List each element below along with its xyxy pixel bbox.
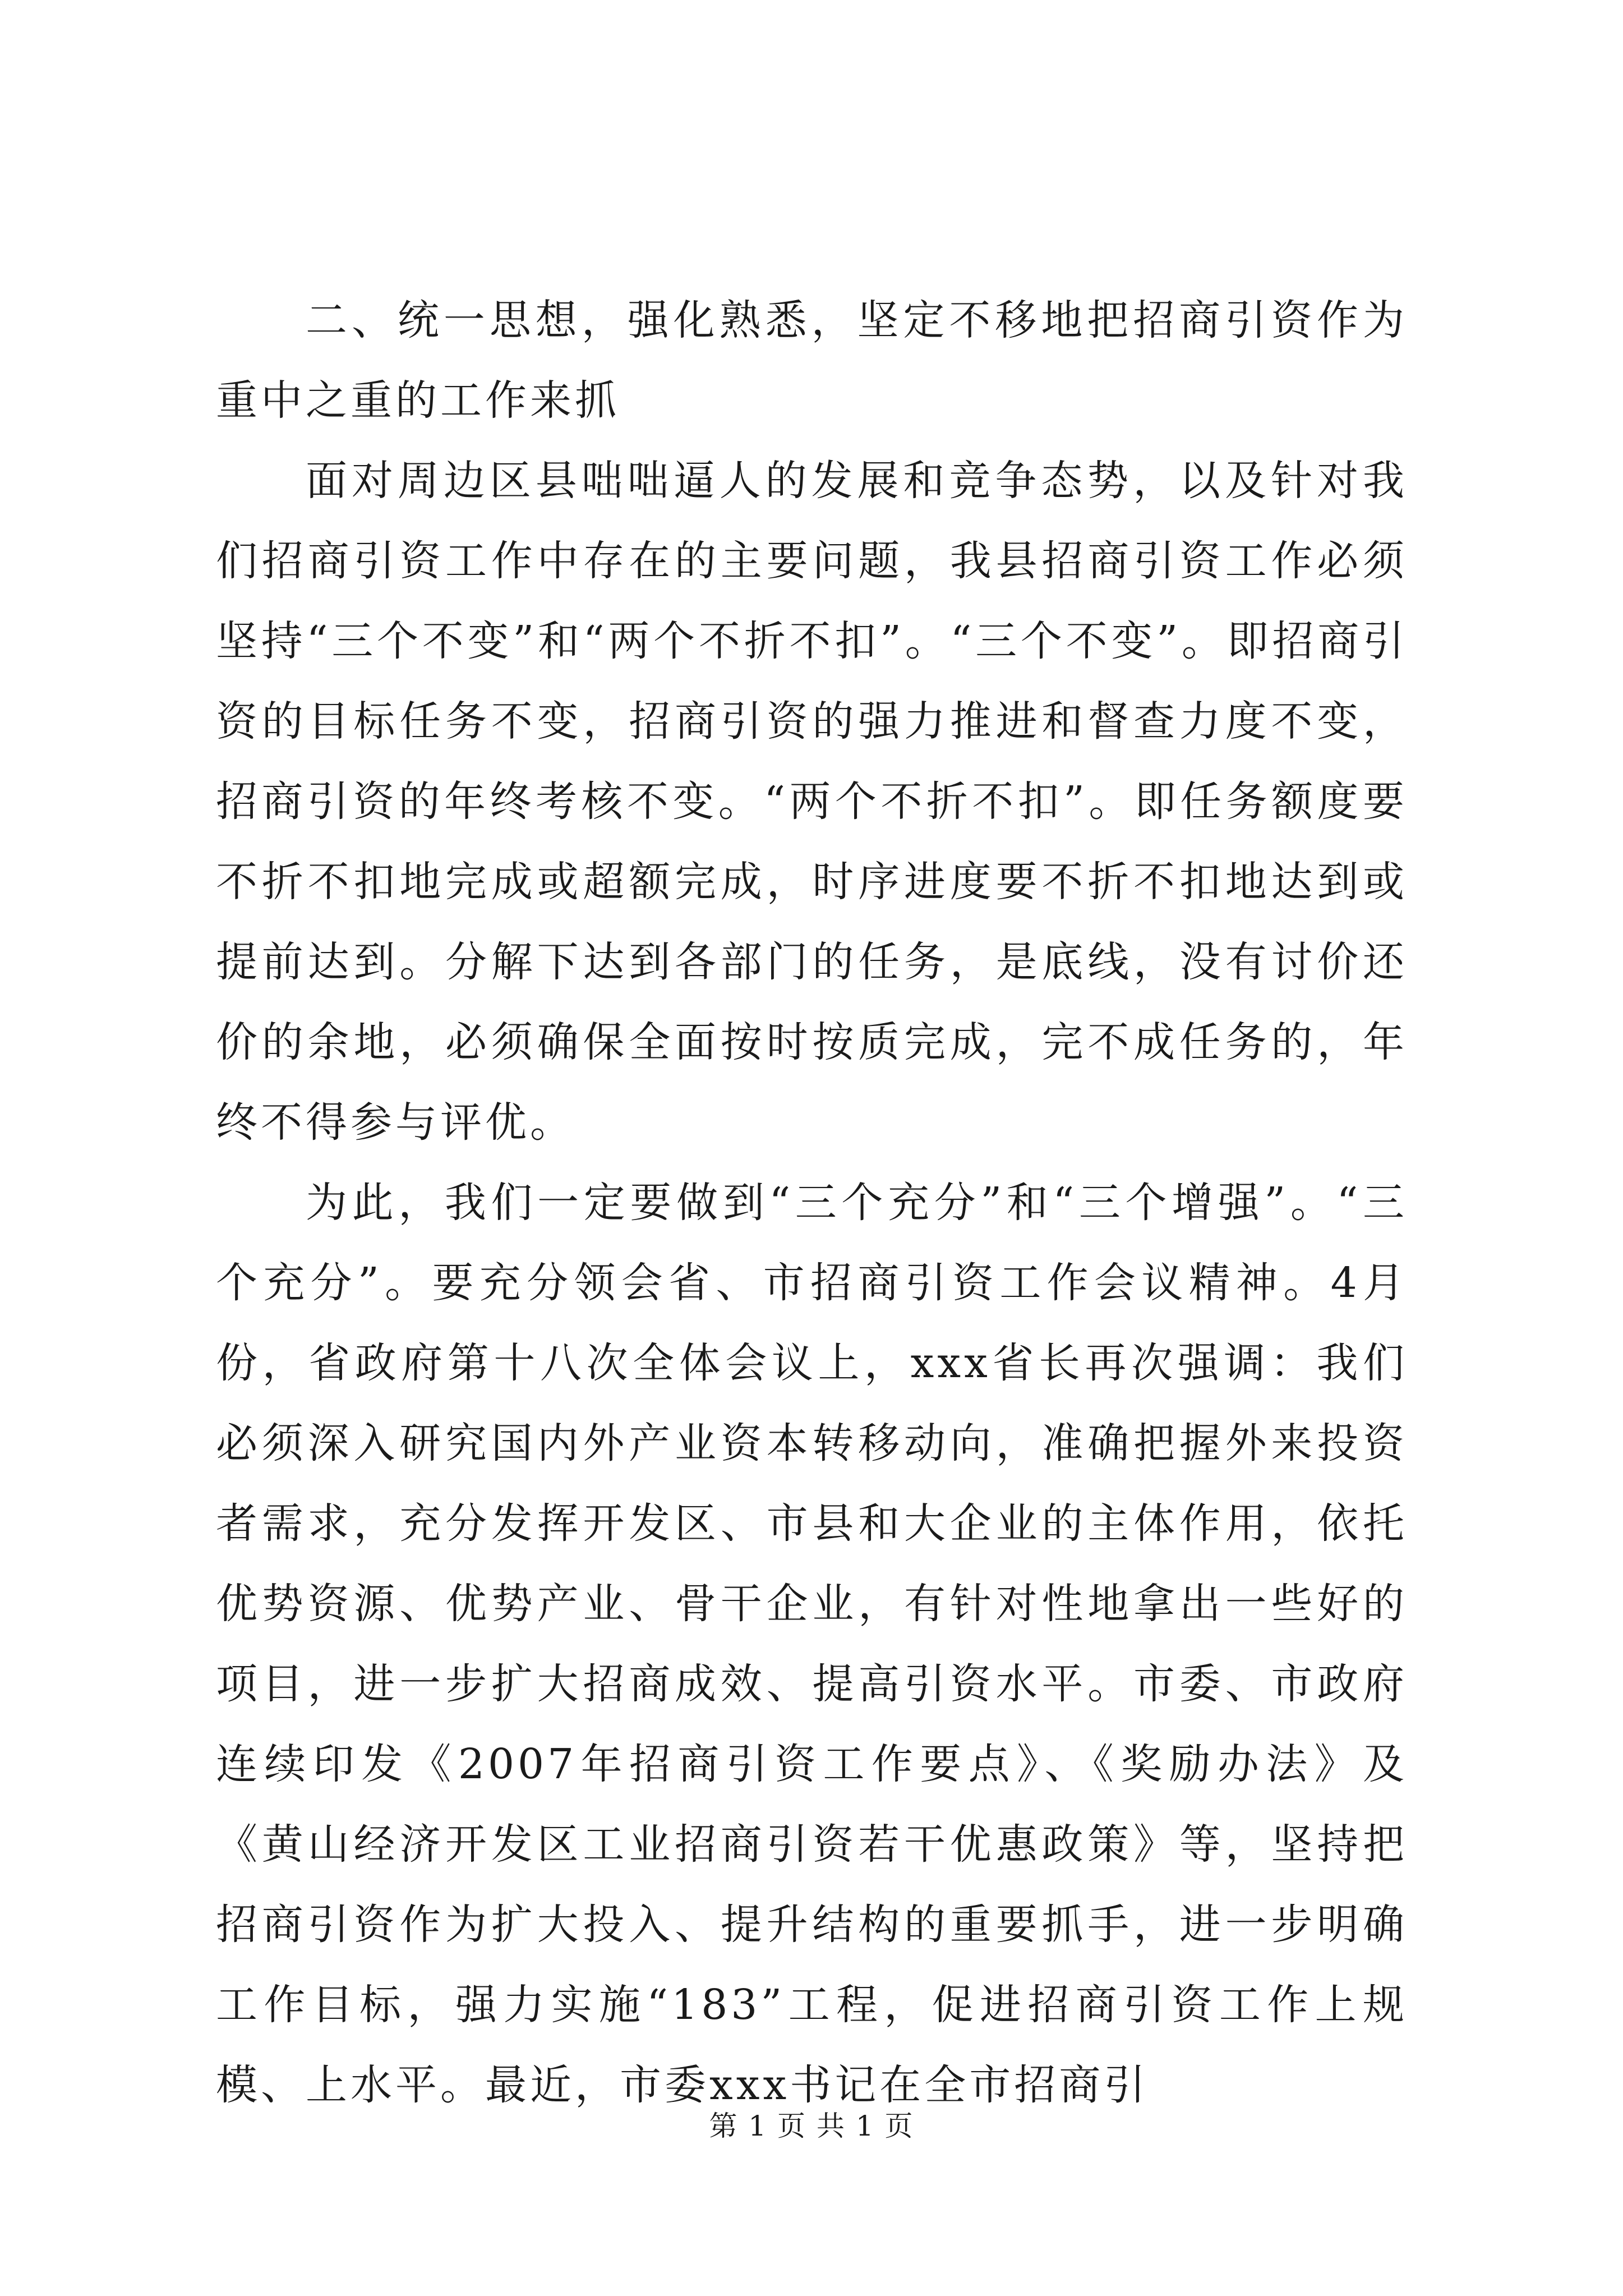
page-footer: 第 1 页 共 1 页 (709, 2110, 914, 2142)
section-heading-paragraph: 二、统一思想，强化熟悉，坚定不移地把招商引资作为重中之重的工作来抓 (216, 296, 1408, 425)
document-body (216, 280, 1408, 2125)
body-paragraph-requirements: 面对周边区县咄咄逼人的发展和竞争态势，以及针对我们招商引资工作中存在的主要问题，我县招商引资工作必须坚持“三个不变”和“两个不折不扣”。“三个不变”。即招商引资的目标任务不变，招商引资的强力推进和督查力度不变，招商引资的年终考核不变。“两个不折不扣”。即任务额度要不折不扣地完成或超额完成，时序进度要不折不扣地达到或提前达到。分解下达到各部门的任务，是底线，没有讨价还价的余地，必须确保全面按时按质完成，完不成任务的，年终不得参与评优。 (216, 457, 1408, 1147)
body-paragraph-three-full: 为此，我们一定要做到“三个充分”和“三个增强”。“三个充分”。要充分领会省、市招商引资工作会议精神。4月份，省政府第十八次全体会议上，xxx省长再次强调：我们必须深入研究国内外产业资本转移动向，准确把握外来投资者需求，充分发挥开发区、市县和大企业的主体作用，依托优势资源、优势产业、骨干企业，有针对性地拿出一些好的项目，进一步扩大招商成效、提高引资水平。市委、市政府连续印发《2007年招商引资工作要点》、《奖励办法》及《黄山经济开发区工业招商引资若干优惠政策》等，坚持把招商引资作为扩大投入、提升结构的重要抓手，进一步明确工作目标，强力实施“183”工程，促进招商引资工作上规模、上水平。最近，市委xxx书记在全市招商引 (216, 1179, 1408, 2109)
